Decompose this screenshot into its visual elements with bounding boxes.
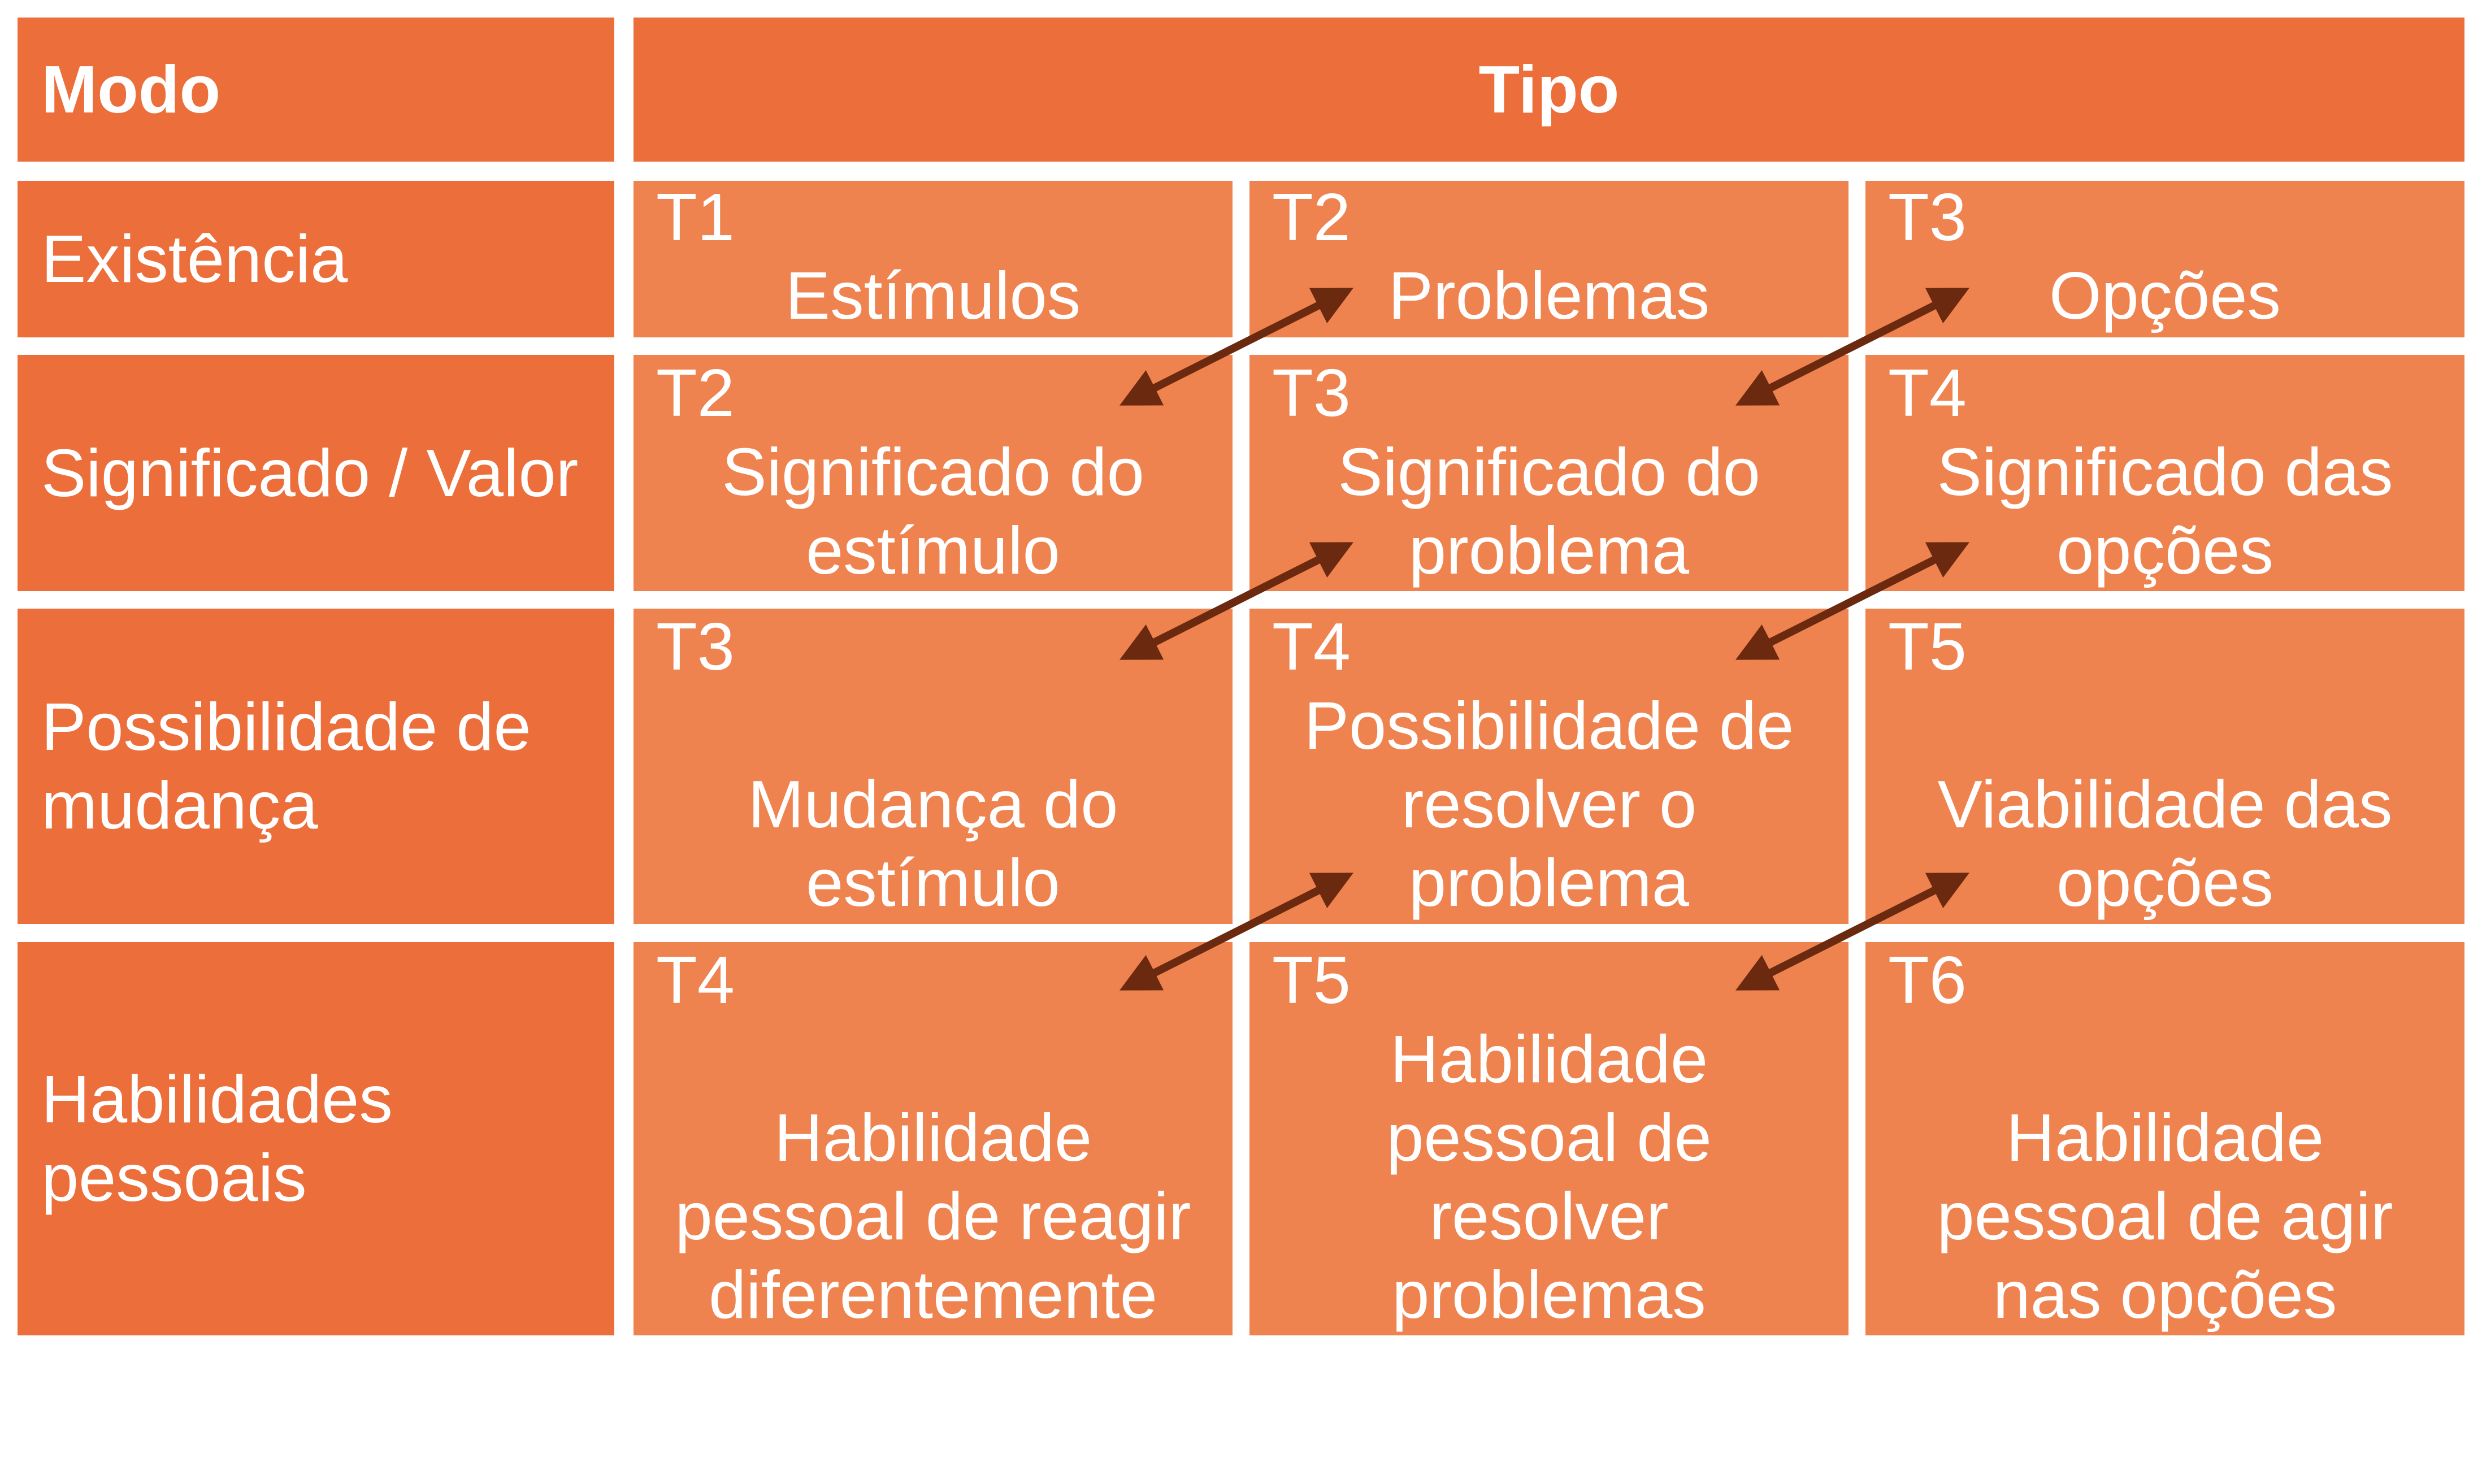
cell-text: Mudança do estímulo [748,767,1118,921]
cell-r1-c2 [1249,181,1849,337]
cell-text: Habilidade pessoal de reagir diferentemente [675,1100,1191,1333]
cell-text: Significado do problema [1338,435,1760,588]
row-label-text: Significado / Valor [41,435,579,511]
cell-text: Habilidade pessoal de agir nas opções [1937,1100,2393,1333]
cell-text: Estímulos [785,258,1081,333]
cell-r4-c2 [1249,942,1849,1335]
cell-r4-c1 [633,942,1233,1335]
type-code: T5 [1888,609,1967,684]
cell-r2-c1 [633,355,1233,591]
cell-text: Viabilidade das opções [1937,767,2393,921]
type-code: T4 [1888,355,1967,431]
cell-r3-c1 [633,609,1233,924]
row-label-text: Habilidades pessoais [41,1062,393,1216]
type-code: T4 [656,943,735,1018]
type-code: T6 [1888,943,1967,1018]
cell-text: Habilidade pessoal de resolver problemas [1386,1022,1712,1333]
cell-r1-c1 [633,181,1233,337]
row-label-possibilidade [18,609,614,924]
row-label-habilidades [18,942,614,1335]
type-header-label: Tipo [1478,52,1620,127]
mode-header-label: Modo [41,52,221,127]
row-label-text: Possibilidade de mudança [41,689,531,843]
mode-header [18,18,614,162]
cell-r3-c2 [1249,609,1849,924]
row-label-text: Existência [41,222,348,297]
cell-text: Opções [2049,258,2281,333]
type-code: T3 [656,609,735,684]
type-code: T2 [1272,180,1351,255]
type-code: T3 [1272,355,1351,431]
type-code: T4 [1272,609,1351,684]
row-label-significado [18,355,614,591]
cell-text: Significado do estímulo [722,435,1144,588]
type-code: T5 [1272,943,1351,1018]
cell-r2-c3 [1865,355,2464,591]
type-code: T2 [656,355,735,431]
type-header [633,18,2464,162]
cell-text: Significado das opções [1937,435,2393,588]
cell-r1-c3 [1865,181,2464,337]
cell-r3-c3 [1865,609,2464,924]
cell-r4-c3 [1865,942,2464,1335]
type-code: T1 [656,180,735,255]
cell-text: Possibilidade de resolver o problema [1304,688,1794,921]
cell-r2-c2 [1249,355,1849,591]
row-label-existencia [18,181,614,337]
type-code: T3 [1888,180,1967,255]
cell-text: Problemas [1388,258,1710,333]
